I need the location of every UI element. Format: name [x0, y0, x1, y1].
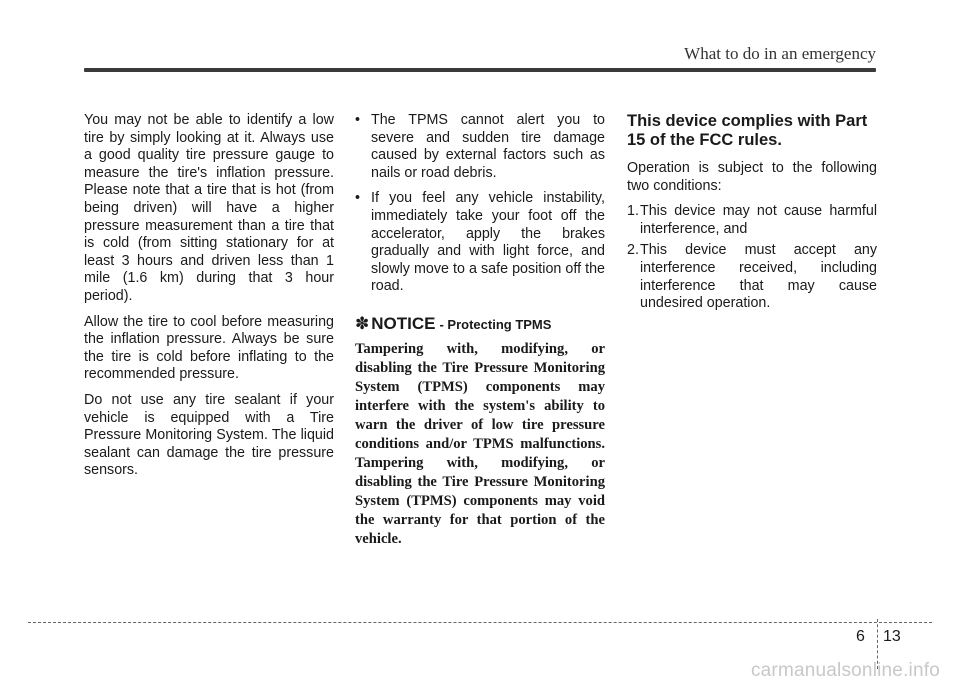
condition-number: 2.	[627, 242, 639, 259]
bullet-symbol: •	[355, 190, 361, 207]
condition-item	[627, 203, 877, 238]
notice-label: NOTICE	[371, 313, 436, 333]
bullet-text: If you feel any vehicle instability, immediately take your foot off the accelerator, apply the brakes gradually and with light force, and slowly move to a safe position off the road.	[371, 190, 605, 295]
watermark: carmanualsonline.info	[750, 660, 940, 681]
right-column	[627, 112, 877, 317]
condition-number: 1.	[627, 203, 639, 220]
page-section: 6	[856, 628, 865, 645]
notice-star-icon: ✽	[355, 313, 370, 333]
bullet-item	[355, 190, 605, 296]
bullet-text: The TPMS cannot alert you to severe and sudden tire damage caused by external factors such as nails or road debris.	[371, 112, 605, 181]
page-number: 13	[883, 628, 901, 645]
notice-heading	[355, 314, 605, 334]
header-title: What to do in an emergency	[684, 44, 876, 63]
fcc-title: This device complies with Part 15 of the FCC rules.	[627, 112, 868, 149]
condition-text: This device may not cause harmful interference, and	[640, 203, 877, 237]
bullet-symbol: •	[355, 112, 361, 128]
paragraph-sealant: Do not use any tire sealant if your vehicle is equipped with a Tire Pressure Monitoring System. The liquid sealant can damage the tire pressure sensors.	[84, 391, 334, 479]
bullet-item	[355, 112, 605, 182]
middle-column	[355, 112, 605, 549]
condition-text: This device must accept any interference received, including interference that may cause undesired operation.	[640, 242, 877, 312]
footer-rule	[28, 622, 932, 623]
fcc-intro: Operation is subject to the following two conditions:	[627, 160, 877, 194]
notice-body: Tampering with, modifying, or disabling the Tire Pressure Monitoring System (TPMS) components may interfere with the system's ability to warn the driver of low tire pressure conditions and/or TPMS malfunctions. Tampering with, modifying, or disabling the Tire Pressure Monitoring System (TPMS) components may void the warranty for that portion of the vehicle.	[355, 340, 605, 547]
paragraph-cool-tire: Allow the tire to cool before measuring the inflation pressure. Always be sure the tire is cold before inflating to the recommended pressure.	[84, 313, 334, 383]
condition-item	[627, 242, 877, 312]
left-column	[84, 112, 334, 488]
paragraph-low-tire: You may not be able to identify a low tire by simply looking at it. Always use a good quality tire pressure gauge to measure the tire's inflation pressure. Please note that a tire that is hot (from being driven) will have a higher pressure measurement than a tire that is cold (from sitting stationary for at least 3 hours and driven less than 1 mile (1.6 km) during that 3 hour period).	[84, 112, 334, 304]
header-rule	[84, 68, 876, 72]
notice-subtitle: - Protecting TPMS	[439, 316, 552, 332]
